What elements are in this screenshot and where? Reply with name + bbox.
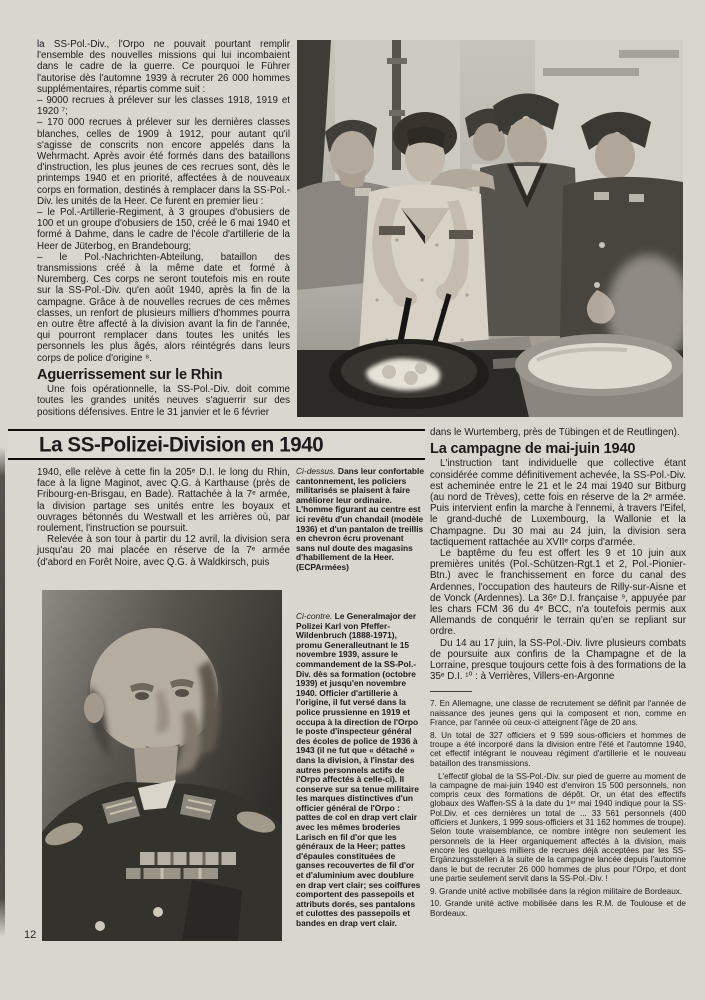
caption-lead-in: Ci-dessus.: [296, 466, 336, 476]
right-column: [430, 427, 686, 922]
footnote-10: 10. Grande unité active mobilisée dans les R.M. de Toulouse et de Bordeaux.: [430, 899, 686, 918]
footnote-8: 8. Un total de 327 officiers et 9 599 sous-officiers et hommes de troupe a été incorporé dans la division entre l'été et l'automne 1940, cet effectif intégrant le nouveau régiment d'artillerie et le nouveau bataillon des transmissions.: [430, 730, 686, 768]
paragraph: 1940, elle relève à cette fin la 205ᵉ D.I. le long du Rhin, face à la ligne Maginot, avec Q.G. à Karthause (près de Fribourg-en-Brisgau, en Bade). Rattachée à la 7ᵉ armée, la division partage ses unités entre les boyaux et ouvrages bétonnés du Westwall et les arrières où, par roulement, l'instruction se poursuit.: [37, 467, 290, 535]
footnotes-block: [430, 699, 686, 918]
left-column-top: [37, 39, 290, 418]
photo-soldiers-cooking: [297, 40, 683, 417]
headline-banner: [8, 429, 425, 460]
paragraph: – le Pol.-Nachrichten-Abteilung, bataillon des transmissions créé à la même date et formé à Nuremberg. Ces corps ne seront toutefois mis en route sur la SS-Pol.-Div. qu'en août 1940, après la fin de la campagne. Grâce à de nouvelles recrues de ces mêmes classes, un renfort de plusieurs milliers d'hommes pourra en outre être affecté à la division avant la fin de l'année, qui pourront remplacer dans toutes les unités les personnels les plus âgés, alors réintégrés dans leurs corps de police d'origine ⁸.: [37, 251, 290, 364]
photo-portrait-pfeffer-wildenbruch: [42, 590, 282, 941]
footnote-separator-rule: [430, 691, 472, 692]
paragraph: Une fois opérationnelle, la SS-Pol.-Div. doit comme toutes les grandes unités neuves s'aguerrir sur des positions défensives. Entre le 31 janvier et le 6 février: [37, 384, 290, 418]
caption-text: Dans leur confortable cantonnement, les policiers militarisés se plaisent à faire améliorer leur ordinaire. L'homme figurant au centre est ici revêtu d'un chandail (modèle 1936) et d'un pantalon de treillis en chevron écru provenant sans nul doute des magasins d'habillement de la Heer. (ECPArmées): [296, 466, 424, 572]
page-number: 12: [24, 929, 37, 941]
caption-lead-in: Ci-contre.: [296, 611, 333, 621]
section-heading-aguerrissement: Aguerrissement sur le Rhin: [37, 366, 223, 383]
section-heading-campagne: La campagne de mai-juin 1940: [430, 441, 636, 458]
paragraph: Relevée à son tour à partir du 12 avril, la division sera jusqu'au 20 mai placée en réserve de la 7ᵉ armée (d'abord en Forêt Noire, avec Q.G. à Waldkirsch, puis: [37, 534, 290, 568]
article-title: La SS-Polizei-Division en 1940: [39, 431, 324, 457]
paragraph: – le Pol.-Artillerie-Regiment, à 3 groupes d'obusiers de 100 et un groupe d'obusiers de 150, créé le 6 mai 1940 et formé à Dahme, dans le cadre de l'école d'artillerie de la Heer de Jüterbog, en Brandebourg;: [37, 207, 290, 252]
paragraph: – 9000 recrues à prélever sur les classes 1918, 1919 et 1920 ⁷;: [37, 95, 290, 118]
portrait-uniform: [42, 780, 282, 941]
paragraph: – 170 000 recrues à prélever sur les dernières classes blanches, celles de 1909 à 1912, pour autant qu'il s'agisse de conscrits non encore appelés dans la Wehrmacht. Après avoir été formés dans des bataillons d'instruction, les plus jeunes de ces recrues sont, dès le printemps 1940 et en priorité, affectées à de nouveaux corps en formation, destinés à remplacer dans la SS-Pol.-Div. les unités de la Heer. Ce furent en premier lieu :: [37, 117, 290, 207]
paragraph: Du 14 au 17 juin, la SS-Pol.-Div. livre plusieurs combats de poursuite aux confins de la Champagne et de la Lorraine, presque toujours cette fois à des formations de la 35ᵉ D.I. ¹⁰ : à Verrières, Villers-en-Argonne: [430, 637, 686, 683]
footnote-7: 7. En Allemagne, une classe de recrutement se définit par l'année de naissance des jeunes gens qui la composent et non, comme en France, par l'année où ceux-ci atteignent l'âge de 20 ans.: [430, 699, 686, 728]
page-edge-shadow: [0, 447, 5, 937]
footnote-9: 9. Grande unité active mobilisée dans la région militaire de Bordeaux.: [430, 886, 683, 896]
paragraph: Le baptême du feu est offert les 9 et 10 juin aux premières unités (Pol.-Schützen-Rgt.1 et 2, Pol.-Pionier-Btn.) avec le franchissement en force du canal des Ardennes, l'occupation des hauteurs de Rilly-sur-Aisne et de Vonck (Ardennes). La 36ᵉ D.I. française ⁹, appuyée par les chars FCM 36 du 4ᵉ BCC, n'a toutefois permis aux Allemands de conquérir le terrain qu'en se repliant sur ordre.: [430, 548, 686, 638]
caption-text: Le Generalmajor der Polizei Karl von Pfeffer-Wildenbruch (1888-1971), promu Generalleutnant le 15 novembre 1939, assure le commandement de la SS-Pol.-Div. dès sa formation (octobre 1939) et jusqu'en novembre 1940. Officier d'artillerie à l'origine, il fut versé dans la police prussienne en 1919 et occupa à la direction de l'Orpo le poste d'inspecteur général des écoles de police de 1936 à 1943 (il ne fut que « détaché » dans la division, à l'instar des autres personnels actifs de l'Orpo affectés à celle-ci). Il conserve sur sa tenue militaire les marques distinctives d'un officier général de l'Orpo : pattes de col en drap vert clair avec les mêmes broderies Larisch en fil d'or que les généraux de la Heer; pattes d'épaules constituées de ganses recouvertes de fil d'or et d'aluminium avec doublure en drap vert clair; ses coiffures comportent des passepoils et attributs dorés, ses pantalons et culottes des passepoils et bandes en drap vert clair.: [296, 611, 421, 928]
paragraph: la SS-Pol.-Div., l'Orpo ne pouvait pourtant remplir l'ensemble des nouvelles missions qui lui incombaient dans le cadre de la guerre. Ce pourquoi le Führer l'autorise dès l'automne 1939 à recruter 26 000 hommes supplémentaires, répartis comme suit :: [37, 39, 290, 95]
left-column-continued: [37, 467, 290, 568]
caption-portrait: [296, 612, 424, 929]
paragraph: L'instruction tant individuelle que collective étant considérée comme définitivement achevée, la SS-Pol.-Div. est acheminée entre le 21 et le 24 mai 1940 sur Bitburg (au nord de Trèves), cette fois en réserve de la 2ᵉ armée. Puis intervient enfin la marche à l'ennemi, à travers l'Eifel, le grand-duché de Luxembourg, la Wallonie et la Champagne. Du 30 mai au 24 juin, la division sera tactiquement rattachée au XVIIᵉ corps d'armée.: [430, 458, 686, 548]
footnote-commentary: L'effectif global de la SS-Pol.-Div. sur pied de guerre au moment de la campagne de mai-juin 1940 est d'environ 15 500 personnels, non compris ceux des formations de dépôt. Or, un état des effectifs globaux des Waffen-SS à la date du 1ᵉʳ mai 1940 indique pour la SS-Pol.Div. et ces dernières un total de ... 33 561 personnels (400 officiers et Junkers, 1 999 sous-officiers et 31 162 hommes de troupe). Selon toute vraisemblance, ce nombre intègre non seulement les personnels de la Heer organiquement affectés à la division, mais encore les quelques milliers de recrues déjà acceptées par les SS-Ergänzungsstellen à la suite de la campagne lancée depuis l'automne dans le but de recruter 26 000 hommes de plus pour l'Orpo, et dont une partie seulement servit dans la SS-Pol.-Div. !: [430, 771, 686, 883]
caption-top-photo: [296, 467, 424, 573]
paragraph: dans le Wurtemberg, près de Tübingen et de Reutlingen).: [430, 427, 680, 438]
